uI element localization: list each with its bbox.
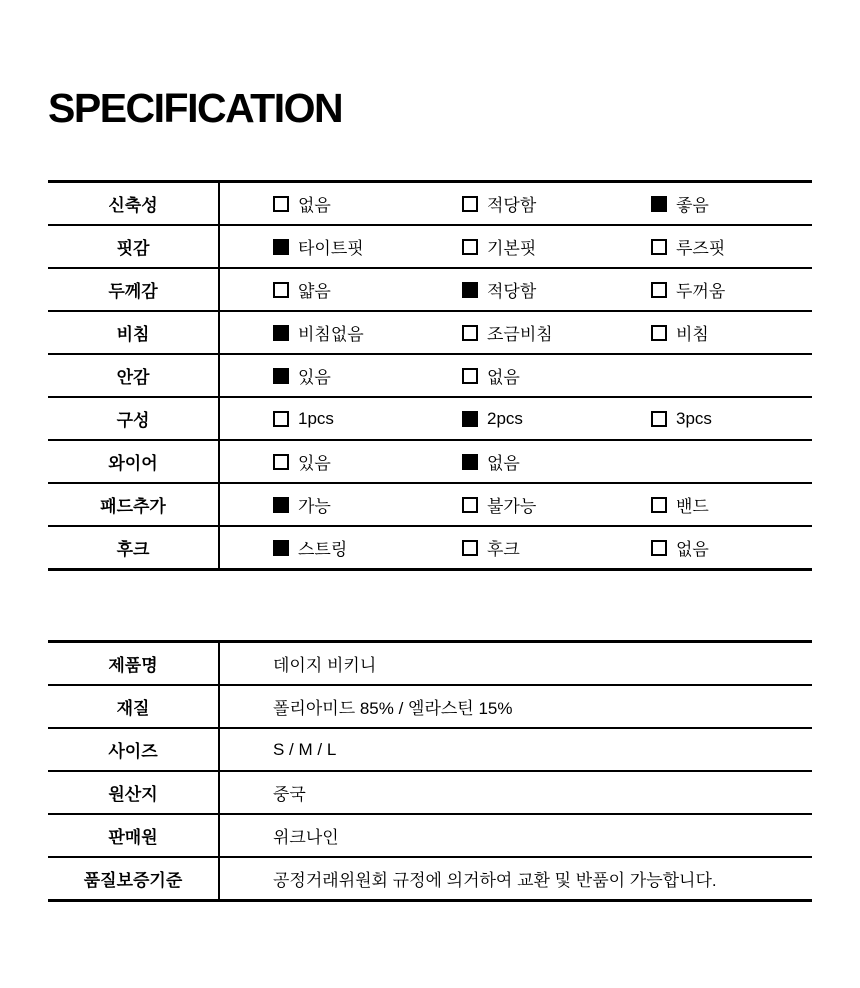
spec-option-label: 없음	[487, 368, 520, 387]
info-row-label: 재질	[48, 686, 220, 727]
unchecked-box-icon	[462, 540, 478, 556]
spec-option	[651, 320, 840, 345]
spec-table-row	[48, 183, 812, 226]
spec-option	[462, 492, 651, 517]
spec-option	[462, 191, 651, 216]
spec-option-label: 없음	[676, 540, 709, 559]
info-row-label: 사이즈	[48, 729, 220, 770]
spec-option-label: 루즈핏	[676, 239, 726, 258]
spec-option	[462, 363, 651, 388]
spec-row-options	[220, 269, 840, 310]
checked-box-icon	[273, 325, 289, 341]
unchecked-box-icon	[651, 325, 667, 341]
spec-table-row	[48, 312, 812, 355]
info-row-value	[220, 815, 812, 856]
info-table-row	[48, 729, 812, 772]
spec-option-label: 없음	[487, 454, 520, 473]
checked-box-icon	[273, 239, 289, 255]
spec-table-row	[48, 269, 812, 312]
unchecked-box-icon	[273, 282, 289, 298]
spec-table-row	[48, 226, 812, 269]
spec-option-label: 두꺼움	[676, 282, 726, 301]
spec-row-options	[220, 355, 812, 396]
spec-option-label: 없음	[298, 196, 331, 215]
unchecked-box-icon	[273, 411, 289, 427]
unchecked-box-icon	[462, 239, 478, 255]
spec-option-label: 후크	[487, 540, 520, 559]
info-row-value-text: 데이지 비키니	[273, 656, 377, 675]
spec-option	[462, 234, 651, 259]
info-row-value	[220, 643, 812, 684]
spec-option	[462, 535, 651, 560]
spec-option	[273, 234, 462, 259]
info-row-value-text: 폴리아미드 85% / 엘라스틴 15%	[273, 699, 513, 718]
spec-row-label: 신축성	[48, 183, 220, 224]
spec-row-options	[220, 226, 840, 267]
spec-option	[651, 535, 840, 560]
spec-option	[462, 277, 651, 302]
unchecked-box-icon	[462, 196, 478, 212]
info-table-row	[48, 643, 812, 686]
spec-option	[273, 492, 462, 517]
spec-options-table	[48, 180, 812, 571]
unchecked-box-icon	[651, 282, 667, 298]
unchecked-box-icon	[462, 368, 478, 384]
spec-option-label: 스트링	[298, 540, 348, 559]
unchecked-box-icon	[273, 454, 289, 470]
info-row-label: 판매원	[48, 815, 220, 856]
unchecked-box-icon	[651, 497, 667, 513]
info-row-value	[220, 686, 812, 727]
spec-option-label: 가능	[298, 497, 331, 516]
spec-option-label: 1pcs	[298, 408, 334, 428]
checked-box-icon	[273, 368, 289, 384]
spec-option-label: 2pcs	[487, 408, 523, 428]
spec-row-label: 안감	[48, 355, 220, 396]
info-row-value-text: 공정거래위원회 규정에 의거하여 교환 및 반품이 가능합니다.	[273, 871, 717, 890]
info-row-label: 원산지	[48, 772, 220, 813]
unchecked-box-icon	[651, 540, 667, 556]
info-row-value	[220, 729, 812, 770]
spec-row-options	[220, 312, 840, 353]
info-row-value-text: S / M / L	[273, 739, 337, 759]
spec-row-label: 구성	[48, 398, 220, 439]
spec-option	[651, 277, 840, 302]
spec-table-row	[48, 441, 812, 484]
page-title: SPECIFICATION	[48, 85, 343, 131]
checked-box-icon	[651, 196, 667, 212]
spec-table-row	[48, 398, 812, 441]
spec-option-label: 불가능	[487, 497, 537, 516]
checked-box-icon	[462, 411, 478, 427]
spec-option-label: 적당함	[487, 282, 537, 301]
spec-table-row	[48, 484, 812, 527]
spec-row-label: 핏감	[48, 226, 220, 267]
spec-option	[273, 409, 462, 429]
spec-row-label: 와이어	[48, 441, 220, 482]
checked-box-icon	[273, 540, 289, 556]
checked-box-icon	[273, 497, 289, 513]
spec-option	[651, 191, 840, 216]
spec-row-label: 패드추가	[48, 484, 220, 525]
info-row-value-text: 위크나인	[273, 828, 339, 847]
spec-option-label: 3pcs	[676, 408, 712, 428]
info-row-value	[220, 858, 812, 899]
spec-option-label: 적당함	[487, 196, 537, 215]
spec-row-options	[220, 183, 840, 224]
unchecked-box-icon	[651, 411, 667, 427]
spec-option-label: 기본핏	[487, 239, 537, 258]
info-table-row	[48, 858, 812, 899]
spec-option-label: 밴드	[676, 497, 709, 516]
info-table-row	[48, 772, 812, 815]
spec-option	[651, 234, 840, 259]
info-table-row	[48, 686, 812, 729]
spec-row-options	[220, 527, 840, 568]
info-table-row	[48, 815, 812, 858]
unchecked-box-icon	[462, 497, 478, 513]
info-row-label: 제품명	[48, 643, 220, 684]
spec-option	[273, 320, 462, 345]
spec-option	[651, 492, 840, 517]
info-row-value-text: 중국	[273, 785, 306, 804]
unchecked-box-icon	[651, 239, 667, 255]
spec-row-options	[220, 484, 840, 525]
info-row-value	[220, 772, 812, 813]
unchecked-box-icon	[273, 196, 289, 212]
spec-option-label: 타이트핏	[298, 239, 364, 258]
spec-option	[273, 535, 462, 560]
spec-row-label: 후크	[48, 527, 220, 568]
spec-option	[462, 449, 651, 474]
spec-option	[462, 320, 651, 345]
spec-option	[273, 277, 462, 302]
spec-option	[273, 449, 462, 474]
spec-option-label: 비침	[676, 325, 709, 344]
spec-option-label: 조금비침	[487, 325, 553, 344]
spec-table-row	[48, 355, 812, 398]
info-row-label: 품질보증기준	[48, 858, 220, 899]
spec-option	[651, 409, 840, 429]
spec-table-row	[48, 527, 812, 568]
spec-option	[273, 363, 462, 388]
product-info-table	[48, 640, 812, 902]
spec-option-label: 있음	[298, 368, 331, 387]
checked-box-icon	[462, 282, 478, 298]
spec-option	[462, 409, 651, 429]
spec-row-options	[220, 441, 812, 482]
spec-option-label: 좋음	[676, 196, 709, 215]
spec-row-label: 두께감	[48, 269, 220, 310]
spec-row-label: 비침	[48, 312, 220, 353]
spec-option-label: 있음	[298, 454, 331, 473]
spec-option-label: 비침없음	[298, 325, 364, 344]
unchecked-box-icon	[462, 325, 478, 341]
spec-row-options	[220, 398, 840, 439]
checked-box-icon	[462, 454, 478, 470]
spec-option-label: 얇음	[298, 282, 331, 301]
spec-option	[273, 191, 462, 216]
